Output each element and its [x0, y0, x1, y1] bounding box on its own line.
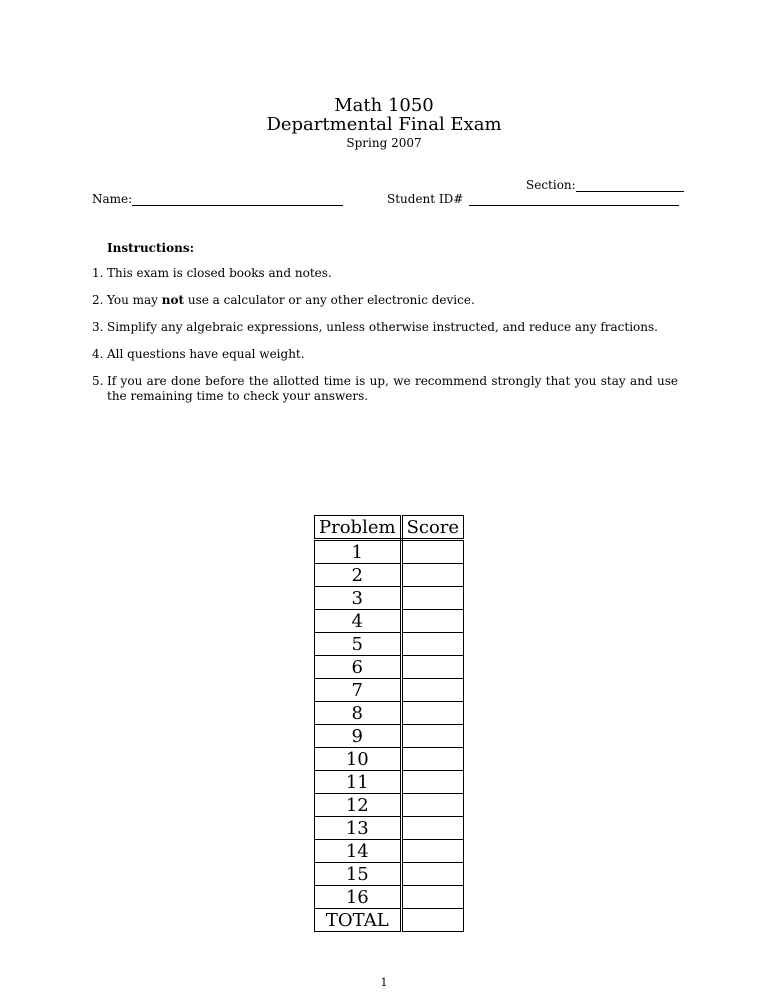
table-row: [315, 840, 464, 863]
instruction-text: All questions have equal weight.: [107, 347, 305, 361]
table-row: [315, 540, 464, 564]
table-row: [315, 633, 464, 656]
student-id-label: Student ID#: [387, 192, 464, 206]
score-cell[interactable]: [401, 656, 464, 679]
student-id-blank-line[interactable]: [469, 192, 679, 206]
score-cell[interactable]: [401, 540, 464, 564]
table-row: [315, 748, 464, 771]
problem-number-cell: 4: [315, 610, 402, 633]
problem-number-cell: 15: [315, 863, 402, 886]
problem-number-cell: 3: [315, 587, 402, 610]
table-row: [315, 679, 464, 702]
problem-number-cell: 13: [315, 817, 402, 840]
name-field: [92, 192, 343, 206]
instruction-number: 5.: [92, 374, 104, 388]
problem-number-cell: 9: [315, 725, 402, 748]
problem-number-cell: 10: [315, 748, 402, 771]
table-row: [315, 794, 464, 817]
instruction-number: 1.: [92, 266, 104, 280]
problem-number-cell: 8: [315, 702, 402, 725]
instruction-item: [92, 293, 678, 308]
problem-number-cell: 14: [315, 840, 402, 863]
table-row: [315, 702, 464, 725]
score-cell[interactable]: [401, 886, 464, 909]
score-cell[interactable]: [401, 817, 464, 840]
problem-number-cell: 12: [315, 794, 402, 817]
instruction-text: This exam is closed books and notes.: [107, 266, 332, 280]
section-blank-line[interactable]: [576, 178, 684, 192]
problem-number-cell: 1: [315, 540, 402, 564]
table-row: [315, 610, 464, 633]
table-row: [315, 817, 464, 840]
instruction-item: [92, 266, 678, 281]
problem-number-cell: 11: [315, 771, 402, 794]
score-table-body: [315, 540, 464, 932]
table-row: [315, 909, 464, 932]
exam-term: Spring 2007: [346, 136, 422, 150]
section-label: Section:: [526, 178, 576, 192]
instruction-item: [92, 374, 678, 404]
score-cell[interactable]: [401, 610, 464, 633]
instruction-item: [92, 320, 678, 335]
score-column-header: Score: [401, 516, 464, 540]
problem-number-cell: 7: [315, 679, 402, 702]
score-cell[interactable]: [401, 702, 464, 725]
score-cell[interactable]: [401, 863, 464, 886]
instruction-list: [92, 266, 678, 416]
table-row: [315, 725, 464, 748]
problem-number-cell: 6: [315, 656, 402, 679]
instruction-text: Simplify any algebraic expressions, unless otherwise instructed, and reduce any fractions.: [107, 320, 658, 334]
problem-column-header: Problem: [315, 516, 402, 540]
instruction-number: 2.: [92, 293, 104, 307]
score-cell[interactable]: [401, 564, 464, 587]
instruction-text: If you are done before the allotted time is up, we recommend strongly that you stay and use the remaining time to check your answers.: [107, 374, 678, 403]
problem-number-cell: 5: [315, 633, 402, 656]
name-label: Name:: [92, 192, 133, 206]
score-table-header-row: [315, 516, 464, 540]
score-cell[interactable]: [401, 794, 464, 817]
page-number: 1: [380, 976, 388, 989]
problem-number-cell: TOTAL: [315, 909, 402, 932]
score-cell[interactable]: [401, 840, 464, 863]
instruction-emphasis: not: [161, 293, 185, 307]
instruction-number: 3.: [92, 320, 104, 334]
score-table: [314, 515, 464, 932]
problem-number-cell: 16: [315, 886, 402, 909]
score-cell[interactable]: [401, 748, 464, 771]
instruction-item: [92, 347, 678, 362]
table-row: [315, 886, 464, 909]
student-id-field: [387, 192, 679, 206]
section-field: [526, 178, 684, 192]
table-row: [315, 771, 464, 794]
table-row: [315, 587, 464, 610]
score-cell[interactable]: [401, 587, 464, 610]
instruction-text: You may: [107, 293, 162, 307]
table-row: [315, 656, 464, 679]
instruction-number: 4.: [92, 347, 104, 361]
course-title: Math 1050: [334, 95, 434, 116]
instructions-heading: Instructions:: [107, 241, 195, 255]
score-cell[interactable]: [401, 909, 464, 932]
exam-title: Departmental Final Exam: [266, 114, 502, 135]
table-row: [315, 564, 464, 587]
score-cell[interactable]: [401, 679, 464, 702]
score-cell[interactable]: [401, 725, 464, 748]
score-cell[interactable]: [401, 771, 464, 794]
table-row: [315, 863, 464, 886]
name-blank-line[interactable]: [132, 192, 343, 206]
instruction-text-cont: use a calculator or any other electronic device.: [184, 293, 475, 307]
problem-number-cell: 2: [315, 564, 402, 587]
score-cell[interactable]: [401, 633, 464, 656]
